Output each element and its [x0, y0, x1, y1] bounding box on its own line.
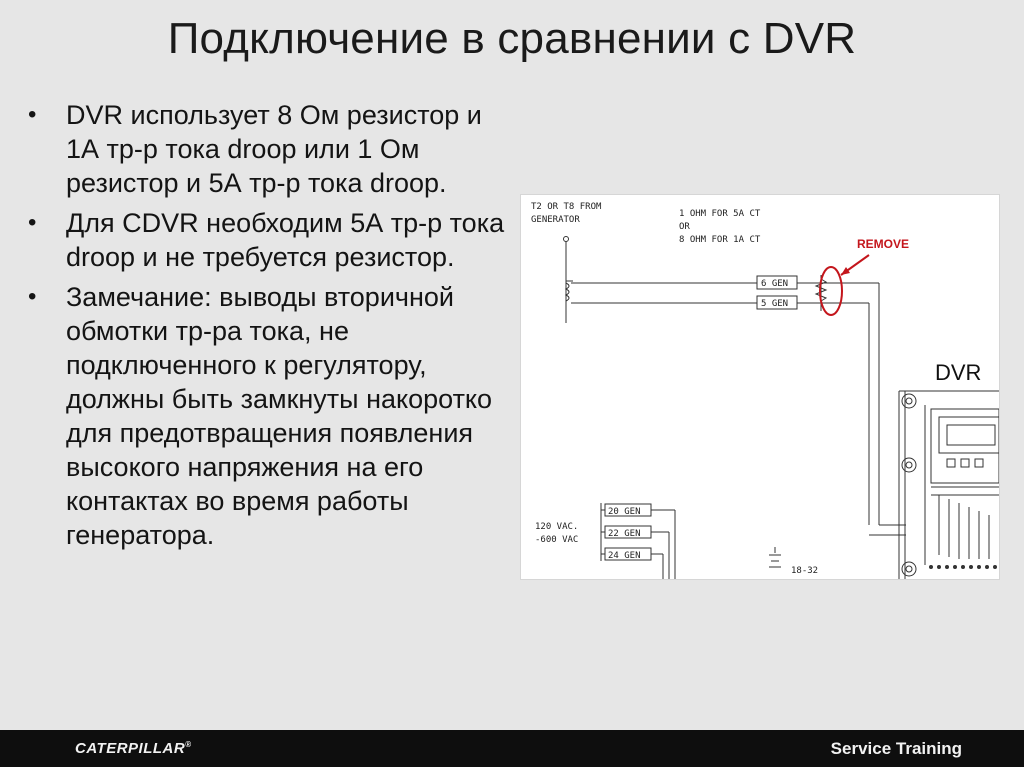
logo-text: CATERPILLAR: [75, 740, 186, 757]
terminal-24-label: 24 GEN: [608, 551, 641, 561]
remove-label: REMOVE: [857, 237, 910, 251]
source-label-2: GENERATOR: [531, 215, 580, 225]
bullet-list: [28, 98, 508, 558]
bullet-item: [28, 98, 508, 200]
terminal-strip: [929, 565, 997, 569]
wiring-diagram-svg: [521, 195, 999, 579]
wiring-diagram: [520, 194, 1000, 580]
terminal-22-label: 22 GEN: [608, 529, 641, 539]
voltage-label-1: 120 VAC.: [535, 522, 579, 532]
bullet-icon: •: [28, 209, 37, 236]
ct-label-2: OR: [679, 222, 690, 232]
battery-icon: [769, 547, 781, 567]
dvr-unit: [899, 391, 999, 579]
slide-title: Подключение в сравнении с DVR: [167, 14, 857, 63]
ct-label-1: 1 OHM FOR 5A CT: [679, 209, 761, 219]
arrowhead-icon: [841, 267, 850, 275]
bullet-item: [28, 206, 508, 274]
battery-label: 18-32: [791, 566, 819, 576]
source-label-1: T2 OR T8 FROM: [531, 202, 602, 212]
dvr-label: DVR: [935, 360, 982, 385]
bullet-item: [28, 280, 508, 552]
terminal-20-label: 20 GEN: [608, 507, 641, 517]
terminal-6-label: 6 GEN: [761, 279, 789, 289]
logo-mark: ®: [185, 740, 192, 749]
service-training-label: Service Training: [830, 739, 962, 758]
footer-bar: [0, 730, 1024, 767]
generator-lead: [564, 237, 758, 324]
voltage-label-2: -600 VAC: [535, 535, 579, 545]
bullet-text: Для CDVR необходим 5А тр-р тока droop и не требуется резистор.: [66, 208, 505, 272]
terminal-5-label: 5 GEN: [761, 299, 789, 309]
bullet-text: Замечание: выводы вторичной обмотки тр-ра тока, не подключенного к регулятору, должны быть замкнуты накоротко для предотвращения появления высокого напряжения на его контактах во время работы генератора.: [66, 282, 493, 550]
caterpillar-logo: [75, 740, 192, 757]
bullet-icon: •: [28, 101, 37, 128]
ct-label-3: 8 OHM FOR 1A CT: [679, 235, 761, 245]
bullet-text: DVR использует 8 Ом резистор и 1А тр-р тока droop или 1 Ом резистор и 5А тр-р тока droop.: [66, 100, 482, 198]
bullet-icon: •: [28, 283, 37, 310]
